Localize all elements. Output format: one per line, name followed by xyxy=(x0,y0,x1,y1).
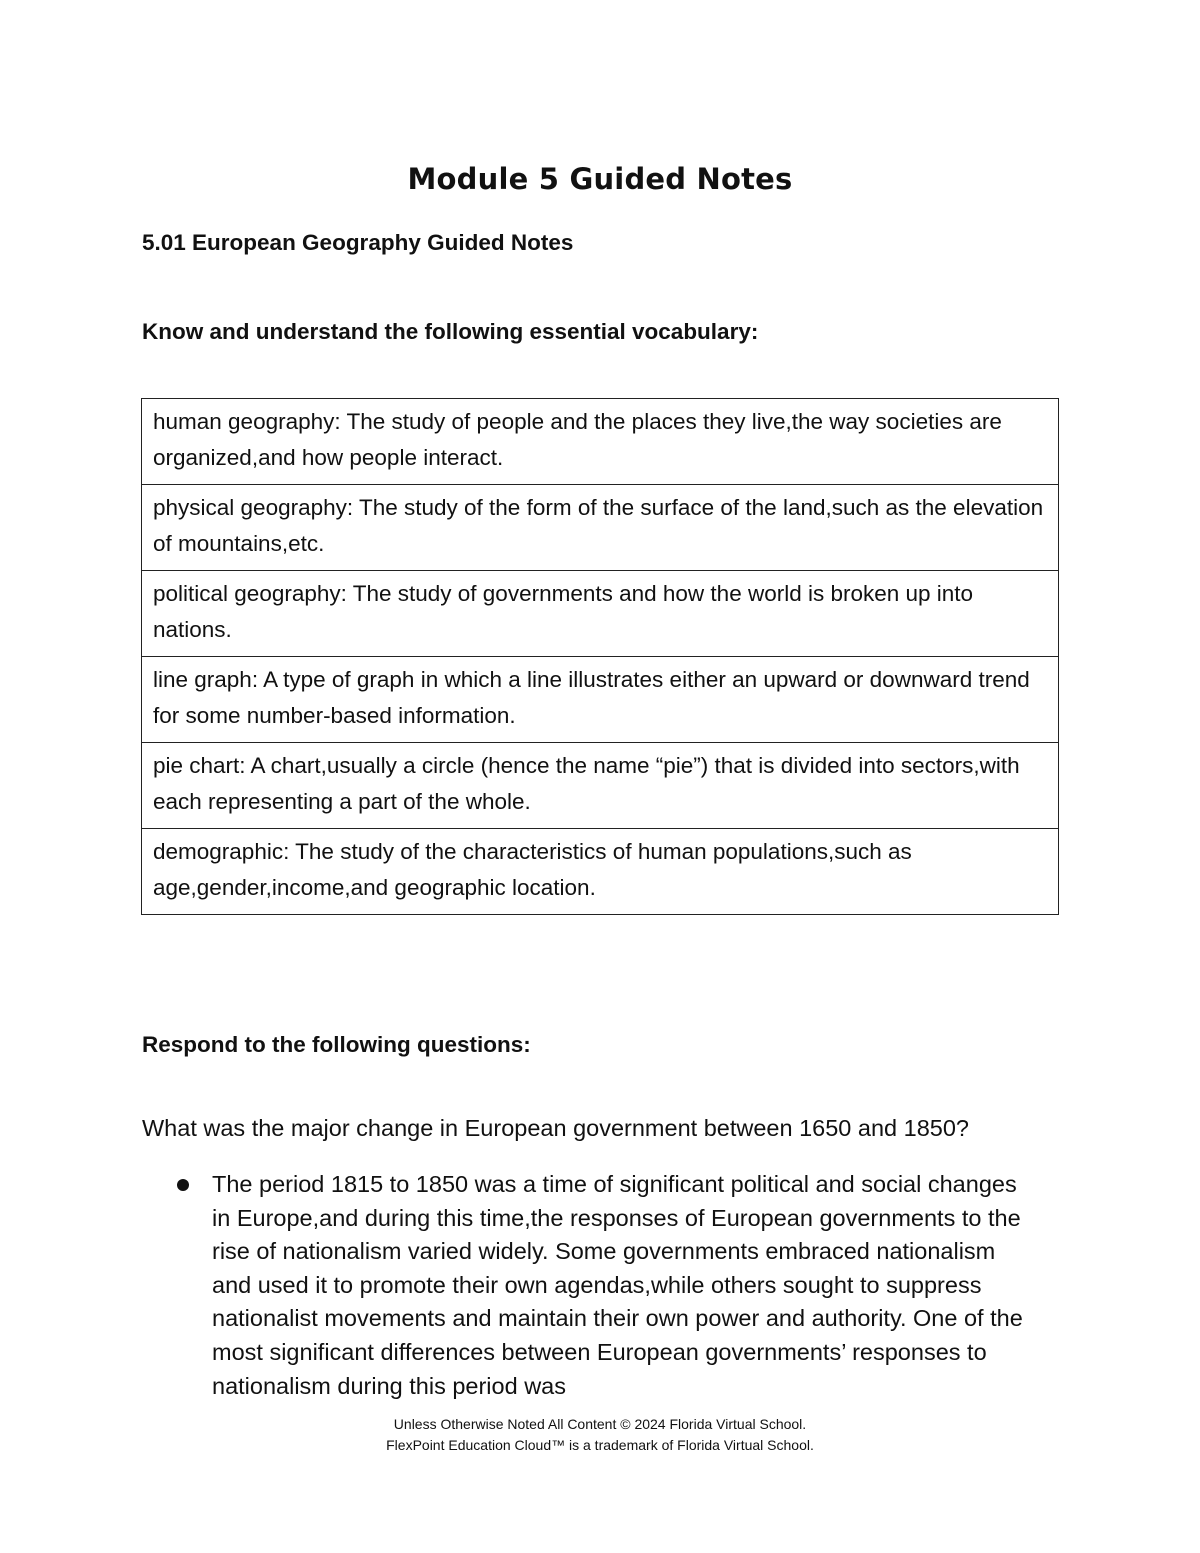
table-row xyxy=(142,571,1059,657)
question-text: What was the major change in European government between 1650 and 1850? xyxy=(142,1115,969,1141)
document-title: Module 5 Guided Notes xyxy=(407,162,793,196)
vocabulary-entry: human geography: The study of people and the places they live,the way societies are organized,and how people interact. xyxy=(142,399,1059,485)
vocabulary-entry: physical geography: The study of the form of the surface of the land,such as the elevation of mountains,etc. xyxy=(142,485,1059,571)
vocabulary-prompt: Know and understand the following essential vocabulary: xyxy=(142,319,759,344)
vocabulary-entry: pie chart: A chart,usually a circle (hence the name “pie”) that is divided into sectors,with each representing a part of the whole. xyxy=(142,743,1059,829)
list-item xyxy=(170,1168,1040,1403)
table-row xyxy=(142,743,1059,829)
answer-text: The period 1815 to 1850 was a time of significant political and social changes in Europe,and during this time,the responses of European governments to the rise of nationalism varied widely. Some governments embraced nationalism and used it to promote their own agendas,while others sought to suppress nationalist movements and maintain their own power and authority. One of the most significant differences between European governments’ responses to nationalism during this period was xyxy=(212,1171,1023,1399)
table-row xyxy=(142,829,1059,915)
page-footer xyxy=(0,1414,1200,1456)
vocabulary-entry: political geography: The study of governments and how the world is broken up into nations. xyxy=(142,571,1059,657)
trademark-notice: FlexPoint Education Cloud™ is a trademark of Florida Virtual School. xyxy=(386,1437,814,1453)
vocabulary-entry: demographic: The study of the characteristics of human populations,such as age,gender,income,and geographic location. xyxy=(142,829,1059,915)
copyright-notice: Unless Otherwise Noted All Content © 2024 Florida Virtual School. xyxy=(393,1416,807,1432)
vocabulary-table xyxy=(141,398,1059,915)
bullet-icon xyxy=(177,1179,189,1191)
table-row xyxy=(142,657,1059,743)
section-heading: 5.01 European Geography Guided Notes xyxy=(142,230,574,255)
table-row xyxy=(142,485,1059,571)
answer-list xyxy=(170,1168,1040,1403)
table-row xyxy=(142,399,1059,485)
vocabulary-entry: line graph: A type of graph in which a line illustrates either an upward or downward trend for some number-based information. xyxy=(142,657,1059,743)
questions-prompt: Respond to the following questions: xyxy=(142,1032,531,1057)
